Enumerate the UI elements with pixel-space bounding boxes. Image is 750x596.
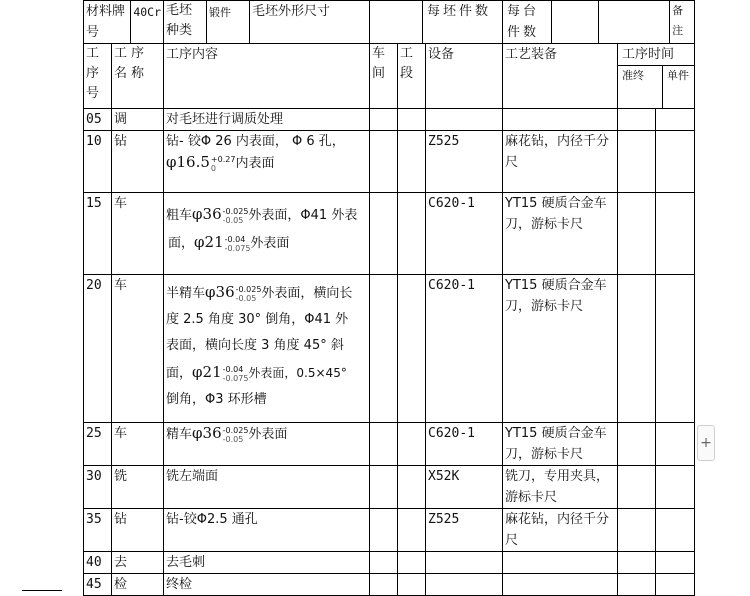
op-no: 20 bbox=[84, 275, 112, 423]
content-text: 外表面，Φ41 外表 bbox=[248, 208, 358, 223]
table-row bbox=[84, 109, 695, 131]
col-content: 工序内容 bbox=[164, 44, 370, 109]
op-equipment: C620-1 bbox=[426, 423, 503, 466]
process-card-table bbox=[83, 0, 695, 596]
op-name: 车 bbox=[112, 193, 164, 275]
op-content: 钻-铰Φ2.5 通孔 bbox=[164, 509, 370, 552]
op-name: 检 bbox=[112, 574, 164, 596]
op-equipment bbox=[426, 552, 503, 574]
tolerance bbox=[225, 235, 251, 253]
content-text: 外表面，横向长 bbox=[261, 286, 353, 301]
op-tooling: 麻花钻，内径千分尺 bbox=[503, 509, 618, 552]
tolerance-lower: -0.075 bbox=[222, 373, 249, 383]
table-row bbox=[84, 131, 695, 193]
per-machine-label: 每台件数 bbox=[503, 1, 552, 43]
tolerance-lower: -0.075 bbox=[224, 243, 251, 253]
content-text: 半精车 bbox=[166, 286, 206, 301]
op-content bbox=[164, 193, 370, 275]
content-text: 面， bbox=[166, 366, 193, 381]
op-content: 终检 bbox=[164, 574, 370, 596]
content-line bbox=[166, 201, 367, 229]
op-content bbox=[164, 423, 370, 466]
op-no: 25 bbox=[84, 423, 112, 466]
per-blank-cell bbox=[370, 1, 503, 44]
op-no: 05 bbox=[84, 109, 112, 131]
table-row bbox=[84, 466, 695, 509]
table-row bbox=[84, 574, 695, 596]
diameter-value: φ21 bbox=[192, 363, 222, 381]
tolerance-upper: -0.025 bbox=[222, 425, 249, 435]
per-machine-cell bbox=[503, 1, 695, 44]
op-equipment: X52K bbox=[426, 466, 503, 509]
col-time-prep: 准终 bbox=[618, 66, 663, 108]
remarks-label: 备注 bbox=[669, 1, 694, 43]
op-no: 40 bbox=[84, 552, 112, 574]
content-text: 面， bbox=[168, 236, 195, 251]
diameter-value: φ16.5 bbox=[166, 153, 210, 171]
op-tooling: YT15 硬质合金车刀，游标卡尺 bbox=[503, 275, 618, 423]
op-name: 车 bbox=[112, 423, 164, 466]
material-cell bbox=[84, 1, 164, 44]
blank-type-label: 毛坯种类 bbox=[164, 1, 207, 43]
table-row bbox=[84, 423, 695, 466]
content-line bbox=[166, 423, 367, 445]
col-time-unit: 单件 bbox=[667, 69, 690, 82]
op-tooling: YT15 硬质合金车刀，游标卡尺 bbox=[503, 193, 618, 275]
col-tooling: 工艺装备 bbox=[503, 44, 618, 109]
blank-size-label: 毛坯外形尺寸 bbox=[252, 4, 331, 19]
content-text: 粗车 bbox=[166, 208, 193, 223]
content-line bbox=[166, 229, 367, 257]
content-text: 外表面，0.5×45° bbox=[248, 366, 347, 380]
col-equipment: 设备 bbox=[426, 44, 503, 109]
op-name: 钻 bbox=[112, 509, 164, 552]
table-row bbox=[84, 509, 695, 552]
tolerance-upper: -0.04 bbox=[222, 364, 244, 374]
content-line: 表面，横向长度 3 角度 45° 斜 bbox=[166, 338, 344, 353]
col-time-label: 工序时间 bbox=[618, 44, 694, 66]
blank-cell bbox=[164, 1, 370, 44]
op-tooling bbox=[503, 109, 618, 131]
blank-size-value bbox=[370, 1, 423, 43]
op-equipment: C620-1 bbox=[426, 275, 503, 423]
op-name: 调 bbox=[112, 109, 164, 131]
tolerance-upper: -0.025 bbox=[235, 284, 262, 294]
content-line: 钻- 铰Φ 26 内表面， Φ 6 孔， bbox=[166, 134, 345, 149]
diameter-value: φ21 bbox=[194, 233, 224, 251]
content-text: 外表面 bbox=[250, 236, 290, 251]
col-op-name: 工序名称 bbox=[112, 44, 164, 109]
tolerance-lower: -0.05 bbox=[222, 215, 244, 225]
tolerance-upper: +0.27 bbox=[210, 154, 236, 164]
op-tooling: YT15 硬质合金车刀，游标卡尺 bbox=[503, 423, 618, 466]
tolerance-lower: 0 bbox=[210, 163, 217, 173]
op-equipment bbox=[426, 109, 503, 131]
content-line: 度 2.5 角度 30° 倒角，Φ41 外 bbox=[166, 312, 349, 327]
op-content bbox=[164, 131, 370, 193]
diameter-value: φ36 bbox=[192, 424, 222, 442]
col-op-no: 工序号 bbox=[84, 44, 112, 109]
col-time bbox=[618, 44, 695, 109]
op-tooling bbox=[503, 574, 618, 596]
content-line bbox=[166, 359, 367, 387]
table-row bbox=[84, 552, 695, 574]
op-content: 铣左端面 bbox=[164, 466, 370, 509]
op-no: 35 bbox=[84, 509, 112, 552]
op-equipment: Z525 bbox=[426, 131, 503, 193]
material-value: 40Cr bbox=[133, 5, 162, 19]
blank-type-value: 锻件 bbox=[207, 1, 250, 43]
op-no: 15 bbox=[84, 193, 112, 275]
col-workshop: 车间 bbox=[370, 44, 398, 109]
tolerance bbox=[223, 207, 249, 225]
content-text: 外表面 bbox=[248, 427, 288, 442]
op-no: 30 bbox=[84, 466, 112, 509]
op-equipment: Z525 bbox=[426, 509, 503, 552]
op-no: 45 bbox=[84, 574, 112, 596]
op-content: 对毛坯进行调质处理 bbox=[164, 109, 370, 131]
op-tooling: 铣刀，专用夹具，游标卡尺 bbox=[503, 466, 618, 509]
op-name: 车 bbox=[112, 275, 164, 423]
op-equipment: C620-1 bbox=[426, 193, 503, 275]
op-name: 钻 bbox=[112, 131, 164, 193]
op-name: 去 bbox=[112, 552, 164, 574]
divider bbox=[22, 590, 62, 592]
per-machine-value bbox=[552, 1, 599, 43]
content-line bbox=[166, 152, 367, 174]
op-tooling bbox=[503, 552, 618, 574]
table-row bbox=[84, 275, 695, 423]
content-text: 内表面 bbox=[235, 156, 275, 171]
tolerance bbox=[223, 426, 249, 444]
op-no: 10 bbox=[84, 131, 112, 193]
content-text: 精车 bbox=[166, 427, 193, 442]
material-label: 材料牌号 bbox=[84, 1, 131, 43]
tolerance-lower: -0.05 bbox=[235, 293, 257, 303]
add-sheet-button[interactable]: + bbox=[697, 425, 715, 461]
content-line: 倒角，Φ3 环形槽 bbox=[166, 392, 267, 407]
op-name: 铣 bbox=[112, 466, 164, 509]
tolerance bbox=[223, 365, 249, 383]
per-blank-label: 每坯件数 bbox=[427, 4, 492, 19]
op-content bbox=[164, 275, 370, 423]
header-row bbox=[84, 1, 695, 44]
table-row bbox=[84, 193, 695, 275]
per-blank-value bbox=[599, 1, 669, 43]
column-header-row bbox=[84, 44, 695, 109]
diameter-value: φ36 bbox=[205, 283, 235, 301]
tolerance-upper: -0.04 bbox=[224, 234, 246, 244]
tolerance-lower: -0.05 bbox=[222, 434, 244, 444]
col-section: 工段 bbox=[398, 44, 426, 109]
tolerance-upper: -0.025 bbox=[222, 206, 249, 216]
tolerance bbox=[211, 155, 236, 173]
op-tooling: 麻花钻，内径千分尺 bbox=[503, 131, 618, 193]
diameter-value: φ36 bbox=[192, 205, 222, 223]
tolerance bbox=[236, 285, 262, 303]
op-equipment bbox=[426, 574, 503, 596]
op-content: 去毛刺 bbox=[164, 552, 370, 574]
content-line bbox=[166, 279, 367, 307]
